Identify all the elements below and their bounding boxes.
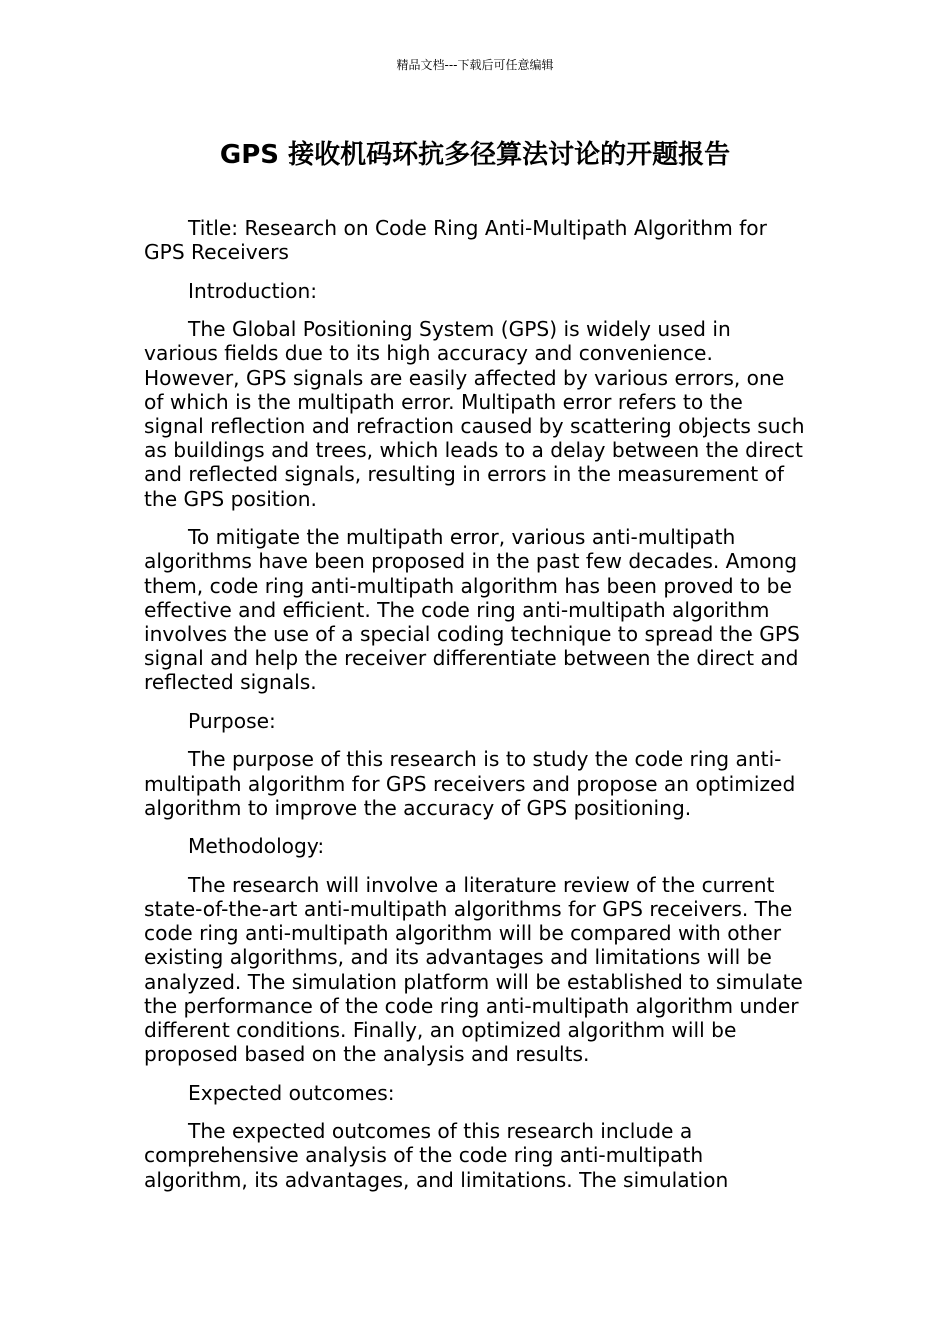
paragraph-introduction-2: To mitigate the multipath error, various anti-multipath algorithms have been proposed in the past few decades. Among them, code ring anti-multipath algorithm has been proved to be effective and efficient. The code ring anti-multipath algorithm involves the use of a special coding technique to spread the GPS signal and help the receiver differentiate between the direct and reflected signals. — [144, 525, 800, 695]
header-note: 精品文档---下载后可任意编辑 — [396, 58, 554, 72]
paragraph-methodology: The research will involve a literature review of the current state-of-the-art anti-multipath algorithms for GPS receivers. The code ring anti-multipath algorithm will be compared with other existing algorithms, and its advantages and limitations will be analyzed. The simulation platform will be established to simulate the performance of the code ring anti-multipath algorithm under different conditions. Finally, an optimized algorithm will be proposed based on the analysis and results. — [144, 872, 803, 1067]
paragraph-purpose: The purpose of this research is to study the code ring anti-multipath algorithm for GPS receivers and propose an optimized algorithm to improve the accuracy of GPS positioning. — [144, 747, 796, 820]
paragraph-title-line: Title: Research on Code Ring Anti-Multipath Algorithm for GPS Receivers — [144, 216, 767, 265]
paragraph-expected-outcomes: The expected outcomes of this research include a comprehensive analysis of the code ring anti-multipath algorithm, its advantages, and limitations. The simulation — [144, 1119, 729, 1192]
document-body — [144, 216, 806, 1206]
paragraph-introduction-1: The Global Positioning System (GPS) is widely used in various fields due to its high accuracy and convenience. However, GPS signals are easily affected by various errors, one of which is the multipath error. Multipath error refers to the signal reflection and refraction caused by scattering objects such as buildings and trees, which leads to a delay between the direct and reflected signals, resulting in errors in the measurement of the GPS position. — [144, 317, 805, 511]
document-title: GPS 接收机码环抗多径算法讨论的开题报告 — [219, 140, 731, 170]
heading-methodology: Methodology: — [188, 834, 325, 859]
heading-expected-outcomes: Expected outcomes: — [188, 1080, 395, 1105]
heading-introduction: Introduction: — [188, 278, 318, 303]
heading-purpose: Purpose: — [188, 708, 276, 733]
